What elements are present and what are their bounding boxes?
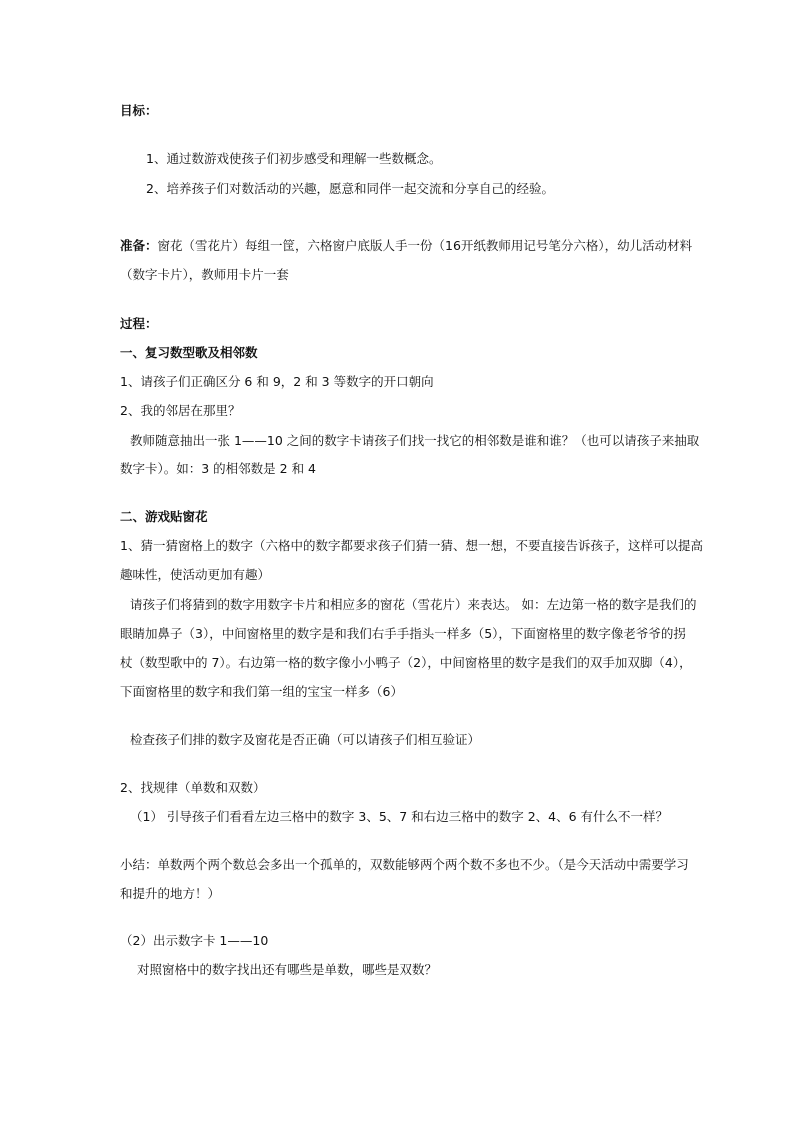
section-2-para-line-3: 杖（数型歌中的 7）。右边第一格的数字像小小鸭子（2），中间窗格里的数字是我们的双手加双脚（4）， (120, 655, 692, 670)
prep-line-2: （数字卡片），教师用卡片一套 (120, 267, 289, 282)
goal-item-2: 2、培养孩子们对数活动的兴趣，愿意和同伴一起交流和分享自己的经验。 (146, 181, 554, 196)
goal-heading: 目标： (120, 103, 158, 118)
section-2-sub-2-para: 对照窗格中的数字找出还有哪些是单数，哪些是双数？ (137, 962, 438, 977)
section-2-sub-1: （1） 引导孩子们看看左边三格中的数字 3、5、7 和右边三格中的数字 2、4、6 有什么不一样？ (130, 809, 669, 824)
section-2-para-line-2: 眼睛加鼻子（3），中间窗格里的数字是和我们右手手指头一样多（5），下面窗格里的数字像老爷爷的拐 (120, 626, 686, 641)
summary-line-1: 小结：单数两个两个数总会多出一个孤单的，双数能够两个两个数不多也不少。（是今天活动中需要学习 (120, 857, 689, 872)
section-1-item-2: 2、我的邻居在那里？ (120, 403, 241, 418)
section-2-para-line-4: 下面窗格里的数字和我们第一组的宝宝一样多（6） (120, 684, 403, 699)
section-1-item-1: 1、请孩子们正确区分 6 和 9，2 和 3 等数字的开口朝向 (120, 374, 434, 389)
section-2-item-2: 2、找规律（单数和双数） (120, 780, 266, 795)
summary-line-2: 和提升的地方！） (120, 886, 221, 901)
section-2-title: 二、游戏贴窗花 (120, 509, 208, 524)
process-heading: 过程： (120, 316, 158, 331)
prep-label: 准备： (120, 238, 158, 253)
prep-text: 窗花（雪花片）每组一筐，六格窗户底版人手一份（16开纸教师用记号笔分六格），幼儿活动材料 (157, 238, 693, 253)
goal-item-1: 1、通过数游戏使孩子们初步感受和理解一些数概念。 (146, 151, 442, 166)
section-2-item-1-line-1: 1、猜一猜窗格上的数字（六格中的数字都要求孩子们猜一猜、想一想，不要直接告诉孩子，这样可以提高 (120, 538, 703, 553)
section-2-item-1-line-2: 趣味性，使活动更加有趣） (120, 567, 271, 582)
section-2-para-line-1: 请孩子们将猜到的数字用数字卡片和相应多的窗花（雪花片）来表达。 如：左边第一格的数字是我们的 (130, 597, 697, 612)
section-1-title: 一、复习数型歌及相邻数 (120, 345, 258, 360)
section-1-para-line-2: 数字卡）。如：3 的相邻数是 2 和 4 (120, 461, 317, 476)
prep-line-1 (120, 237, 692, 255)
section-2-sub-2: （2）出示数字卡 1——10 (120, 933, 269, 948)
section-2-check: 检查孩子们排的数字及窗花是否正确（可以请孩子们相互验证） (130, 732, 481, 747)
section-1-para-line-1: 教师随意抽出一张 1——10 之间的数字卡请孩子们找一找它的相邻数是谁和谁？（也可以请孩子来抽取 (130, 433, 700, 448)
